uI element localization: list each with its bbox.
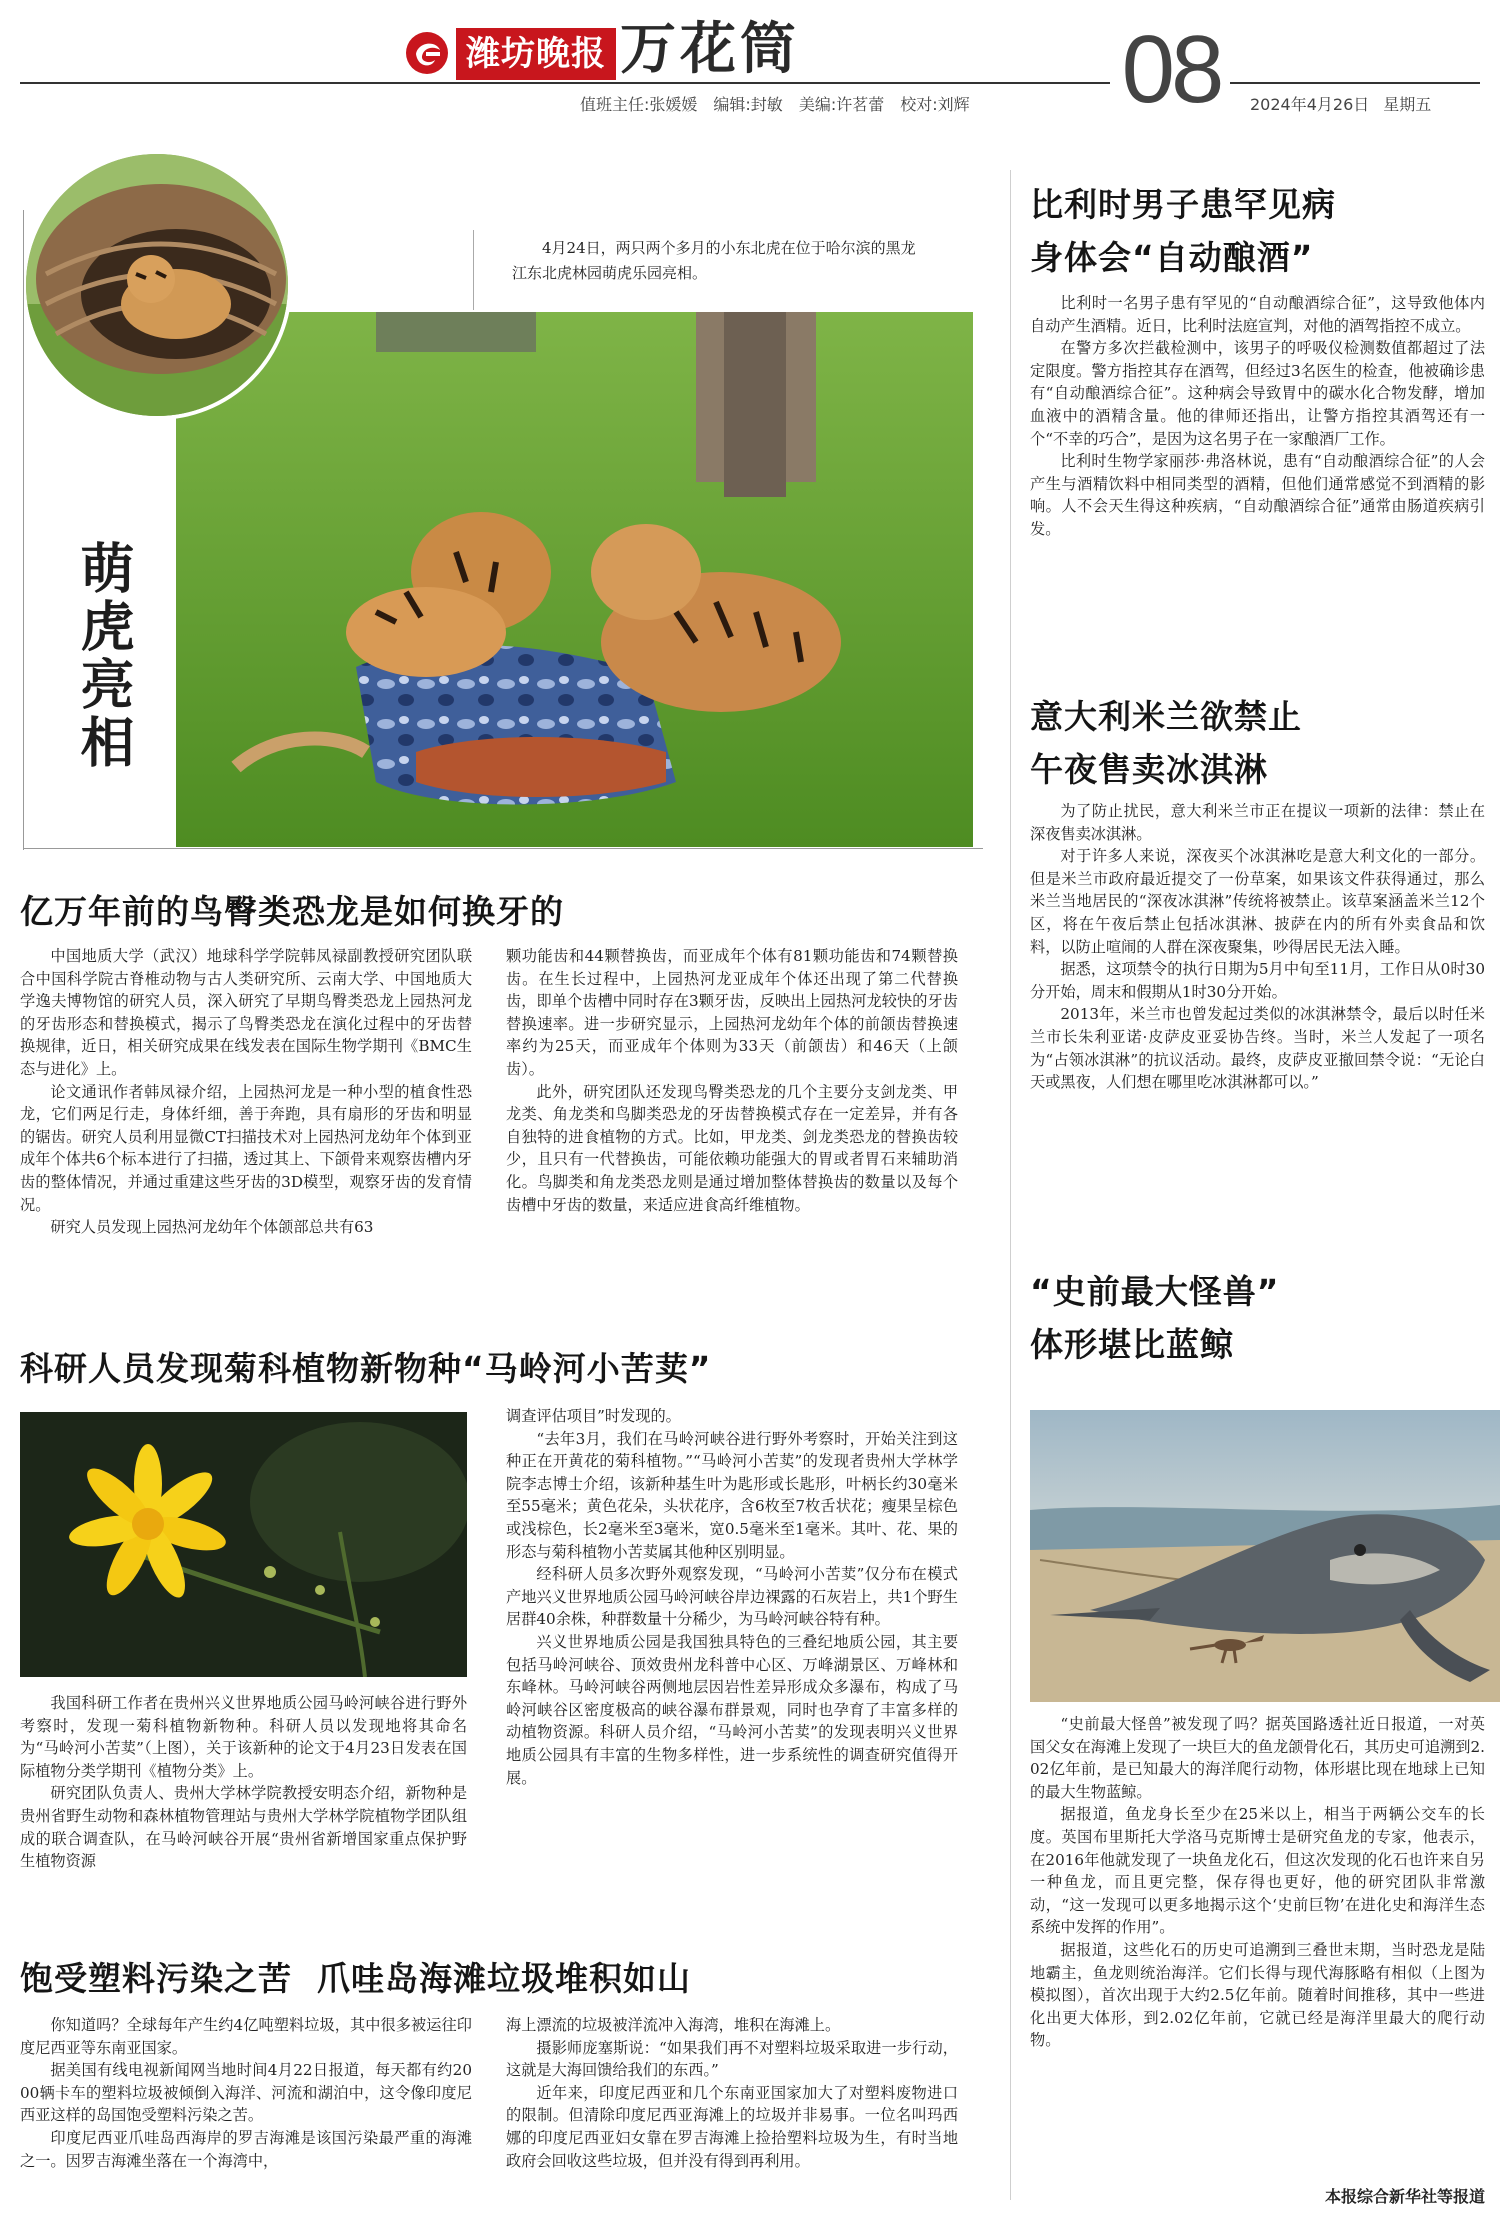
java-paragraph: 你知道吗？全球每年产生约4亿吨塑料垃圾，其中很多被运往印度尼西亚等东南亚国家。 <box>20 2016 472 2057</box>
ichthyosaur-paragraph: 据报道，这些化石的历史可追溯到三叠世末期，当时恐龙是陆地霸主，鱼龙则统治海洋。它们长得与现代海豚略有相似（上图为模拟图），首次出现于大约2.5亿年前。随着时间推移，其中一些进化出更大体形，到2.02亿年前，它就已经是海洋里最大的爬行动物。 <box>1030 1940 1485 2050</box>
milan-headline <box>1030 690 1490 800</box>
belgium-paragraph: 在警方多次拦截检测中，该男子的呼吸仪检测数值都超过了法定限度。警方指控其存在酒驾，但经过3名医生的检查，他被确诊患有“自动酿酒综合征”。这种病会导致胃中的碳水化合物发酵，增加血液中的酒精含量。他的律师还指出，让警方指控其酒驾还有一个“不幸的巧合”，是因为这名男子在一家酿酒厂工作。 <box>1030 339 1485 448</box>
java-paragraph: 据美国有线电视新闻网当地时间4月22日报道，每天都有约2000辆卡车的塑料垃圾被倾倒入海洋、河流和湖泊中，这令像印度尼西亚这样的岛国饱受塑料污染之苦。 <box>20 2061 472 2125</box>
ichthyosaur-paragraph: 据报道，鱼龙身长至少在25米以上，相当于两辆公交车的长度。英国布里斯托大学洛马克斯博士是研究鱼龙的专家，他表示，在2016年他就发现了一块鱼龙化石，但这次发现的化石也许来自另一种鱼龙，而且更完整，保存得也更好，他的研究团队非常激动，“这一发现可以更多地揭示这个‘史前巨物’在进化史和海洋生态系统中发挥的作用”。 <box>1030 1805 1485 1937</box>
section-name: 万花筒 <box>620 16 800 82</box>
milan-paragraph: 对于许多人来说，深夜买个冰淇淋吃是意大利文化的一部分。但是米兰市政府最近提交了一份草案，如果该文件获得通过，那么米兰当地居民的“深夜冰淇淋”传统将被禁止。该草案涵盖米兰12个区，将在午夜后禁止包括冰淇淋、披萨在内的所有外卖食品和饮料，以防止喧闹的人群在深夜聚集，吵得居民无法入睡。 <box>1030 847 1485 956</box>
milan-paragraph: 为了防止扰民，意大利米兰市正在提议一项新的法律：禁止在深夜售卖冰淇淋。 <box>1030 802 1485 843</box>
java-headline: 饱受塑料污染之苦 爪哇岛海滩垃圾堆积如山 <box>20 1959 691 1998</box>
plant-col1 <box>20 1692 467 1922</box>
belgium-headline-line1: 比利时男子患罕见病 <box>1030 185 1336 224</box>
weekday: 星期五 <box>1383 95 1432 114</box>
credit-designer: 美编:许茗蕾 <box>798 95 885 114</box>
java-paragraph: 印度尼西亚爪哇岛西海岸的罗吉海滩是该国污染最严重的海滩之一。因罗吉海滩坐落在一个海湾中， <box>20 2128 472 2170</box>
frame-line-bottom <box>23 848 983 849</box>
milan-headline-line1: 意大利米兰欲禁止 <box>1030 697 1302 736</box>
plant-paragraph: 调查评估项目”时发现的。 <box>506 1407 681 1425</box>
ichthyosaur-headline <box>1030 1265 1490 1375</box>
source-line: 本报综合新华社等报道 <box>1324 2187 1485 2206</box>
milan-paragraph: 2013年，米兰市也曾发起过类似的冰淇淋禁令，最后以时任米兰市长朱利亚诺·皮萨皮亚妥协告终。当时，米兰人发起了一项名为“占领冰淇淋”的抗议活动。最终，皮萨皮亚撤回禁令说：“无论白天或黑夜，人们想在哪里吃冰淇淋都可以。” <box>1030 1005 1485 1092</box>
dino-col1 <box>20 945 472 1325</box>
ichthyosaur-headline-line2: 体形堪比蓝鲸 <box>1030 1325 1234 1364</box>
date: 2024年4月26日 <box>1250 95 1370 114</box>
credit-proofreader: 校对:刘辉 <box>900 95 970 114</box>
swirl-logo-icon <box>404 30 450 76</box>
tiger-cub-basket-photo <box>22 150 292 420</box>
belgium-paragraph: 比利时一名男子患有罕见的“自动酿酒综合征”，这导致他体内自动产生酒精。近日，比利时法庭宣判，对他的酒驾指控不成立。 <box>1030 294 1485 335</box>
plant-headline: 科研人员发现菊科植物新物种“马岭河小苦荬” <box>20 1349 712 1388</box>
plant-paragraph: 研究团队负责人、贵州大学林学院教授安明态介绍，新物种是贵州省野生动物和森林植物管理站与贵州大学林学院植物学团队组成的联合调查队，在马岭河峡谷开展“贵州省新增国家重点保护野生植物资源 <box>20 1784 467 1871</box>
dino-paragraph: 中国地质大学（武汉）地球科学学院韩凤禄副教授研究团队联合中国科学院古脊椎动物与古人类研究所、云南大学、中国地质大学逸夫博物馆的研究人员，深入研究了早期鸟臀类恐龙上园热河龙的牙齿形态和替换模式，揭示了鸟臀类恐龙在演化过程中的牙齿替换规律，近日，相关研究成果在线发表在国际生物学期刊《BMC生态与进化》上。 <box>20 947 472 1078</box>
plant-paragraph: 兴义世界地质公园是我国独具特色的三叠纪地质公园，其主要包括马岭河峡谷、顶效贵州龙科普中心区、万峰湖景区、万峰林和东峰林。马岭河峡谷两侧地层因岩性差异形成众多瀑布，构成了马岭河峡谷区密度极高的峡谷瀑布群景观，同时也孕育了丰富多样的动植物资源。科研人员介绍，“马岭河小苦荬”的发现表明兴义世界地质公园具有丰富的生物多样性，进一步系统性的调查研究值得开展。 <box>506 1632 958 1787</box>
milan-headline-line2: 午夜售卖冰淇淋 <box>1030 750 1268 789</box>
ichthyosaur-headline-line1: “史前最大怪兽” <box>1030 1272 1280 1311</box>
plant-paragraph: 经科研人员多次野外观察发现，“马岭河小苦荬”仅分布在模式产地兴义世界地质公园马岭河峡谷岸边裸露的石灰岩上，共1个野生居群40余株，种群数量十分稀少，为马岭河峡谷特有种。 <box>506 1565 958 1629</box>
tiger-cubs-photo <box>176 312 973 847</box>
issue-date <box>1250 92 1490 118</box>
frame-line <box>23 210 24 850</box>
page-number: 08 <box>1121 16 1221 123</box>
column-divider <box>1010 170 1011 2200</box>
credit-duty: 值班主任:张媛媛 <box>580 95 698 114</box>
dino-paragraph: 此外，研究团队还发现鸟臀类恐龙的几个主要分支剑龙类、甲龙类、角龙类和鸟脚类恐龙的牙齿替换模式存在一定差异，并有各自独特的进食植物的方式。比如，甲龙类、剑龙类恐龙的替换齿较少，且只有一代替换齿，可能依赖功能强大的胃或者胃石来辅助消化。鸟脚类和角龙类恐龙则是通过增加整体替换齿的数量以及每个齿槽中牙齿的数量，来适应进食高纤维植物。 <box>506 1082 958 1214</box>
masthead-rule-right <box>1230 82 1480 84</box>
dino-paragraph: 论文通讯作者韩凤禄介绍，上园热河龙是一种小型的植食性恐龙，它们两足行走，身体纤细，善于奔跑，具有扇形的牙齿和明显的锯齿。研究人员利用显微CT扫描技术对上园热河龙幼年个体到亚成年个体共6个标本进行了扫描，透过其上、下颌骨来观察齿槽内牙齿的整体情况，并通过重建这些牙齿的3D模型，观察牙齿的发育情况。 <box>20 1082 472 1214</box>
credits <box>580 92 1100 118</box>
belgium-body <box>1030 292 1485 672</box>
vertical-title: 萌虎亮相 <box>72 540 135 772</box>
masthead <box>0 0 1500 130</box>
java-paragraph: 摄影师庞塞斯说：“如果我们再不对塑料垃圾采取进一步行动，这就是大海回馈给我们的东西。” <box>506 2038 958 2080</box>
java-paragraph: 海上漂流的垃圾被洋流冲入海湾，堆积在海滩上。 <box>506 2016 841 2034</box>
credit-editor: 编辑:封敏 <box>713 95 783 114</box>
photo-caption: 4月24日，两只两个多月的小东北虎在位于哈尔滨的黑龙江东北虎林园萌虎乐园亮相。 <box>512 239 916 282</box>
java-paragraph: 近年来，印度尼西亚和几个东南亚国家加大了对塑料废物进口的限制。但清除印度尼西亚海滩上的垃圾并非易事。一位名叫玛西娜的印度尼西亚妇女靠在罗吉海滩上捡拾塑料垃圾为生，有时当地政府会回收这些垃圾，但并没有得到再利用。 <box>506 2083 958 2170</box>
yellow-flower-photo <box>20 1412 467 1677</box>
dino-paragraph: 研究人员发现上园热河龙幼年个体颌部总共有63 <box>50 1218 374 1237</box>
belgium-headline-line2: 身体会“自动酿酒” <box>1030 238 1314 277</box>
java-col1 <box>20 2014 472 2214</box>
milan-paragraph: 据悉，这项禁令的执行日期为5月中旬至11月，工作日从0时30分开始，周末和假期从1时30分开始。 <box>1030 960 1485 1001</box>
milan-body <box>1030 800 1485 1250</box>
plant-col2 <box>506 1405 958 1925</box>
java-col2 <box>506 2014 958 2214</box>
masthead-rule-left <box>20 82 1110 84</box>
photo-feature <box>18 150 978 850</box>
belgium-headline <box>1030 178 1490 288</box>
plant-paragraph: “去年3月，我们在马岭河峡谷进行野外考察时，开始关注到这种正在开黄花的菊科植物。”“马岭河小苦荬”的发现者贵州大学林学院李志博士介绍，该新种基生叶为匙形或长匙形，叶柄长约30毫米至55毫米；黄色花朵，头状花序，含6枚至7枚舌状花；瘦果呈棕色或浅棕色，长2毫米至3毫米，宽0.5毫米至1毫米。其叶、花、果的形态与菊科植物小苦荬属其他种区别明显。 <box>506 1429 958 1561</box>
dino-paragraph: 颗功能齿和44颗替换齿，而亚成年个体有81颗功能齿和74颗替换齿。在生长过程中，上园热河龙亚成年个体还出现了第二代替换齿，即单个齿槽中同时存在3颗牙齿，反映出上园热河龙较快的牙齿替换速率。进一步研究显示，上园热河龙幼年个体的前颌齿替换速率约为25天，而亚成年个体则为33天（前颌齿）和46天（上颌齿）。 <box>506 947 958 1078</box>
ichthyosaur-paragraph: “史前最大怪兽”被发现了吗？据英国路透社近日报道，一对英国父女在海滩上发现了一块巨大的鱼龙颌骨化石，其历史可追溯到2.02亿年前，是已知最大的海洋爬行动物，体形堪比现在地球上已知的最大生物蓝鲸。 <box>1030 1715 1485 1801</box>
logo-text: 潍坊晚报 <box>456 28 616 80</box>
plant-paragraph: 我国科研工作者在贵州兴义世界地质公园马岭河峡谷进行野外考察时，发现一菊科植物新物种。科研人员以发现地将其命名为“马岭河小苦荬”（上图），关于该新种的论文于4月23日发表在国际植物分类学期刊《植物分类》上。 <box>20 1694 467 1780</box>
ichthyosaur-illustration <box>1030 1410 1500 1702</box>
dino-col2 <box>506 945 958 1325</box>
dino-headline: 亿万年前的鸟臀类恐龙是如何换牙的 <box>20 892 564 931</box>
belgium-paragraph: 比利时生物学家丽莎·弗洛林说，患有“自动酿酒综合征”的人会产生与酒精饮料中相同类型的酒精，但他们通常感觉不到酒精的影响。人不会天生得这种疾病，“自动酿酒综合征”通常由肠道疾病引发。 <box>1030 452 1485 538</box>
ichthyosaur-body <box>1030 1713 1485 2183</box>
